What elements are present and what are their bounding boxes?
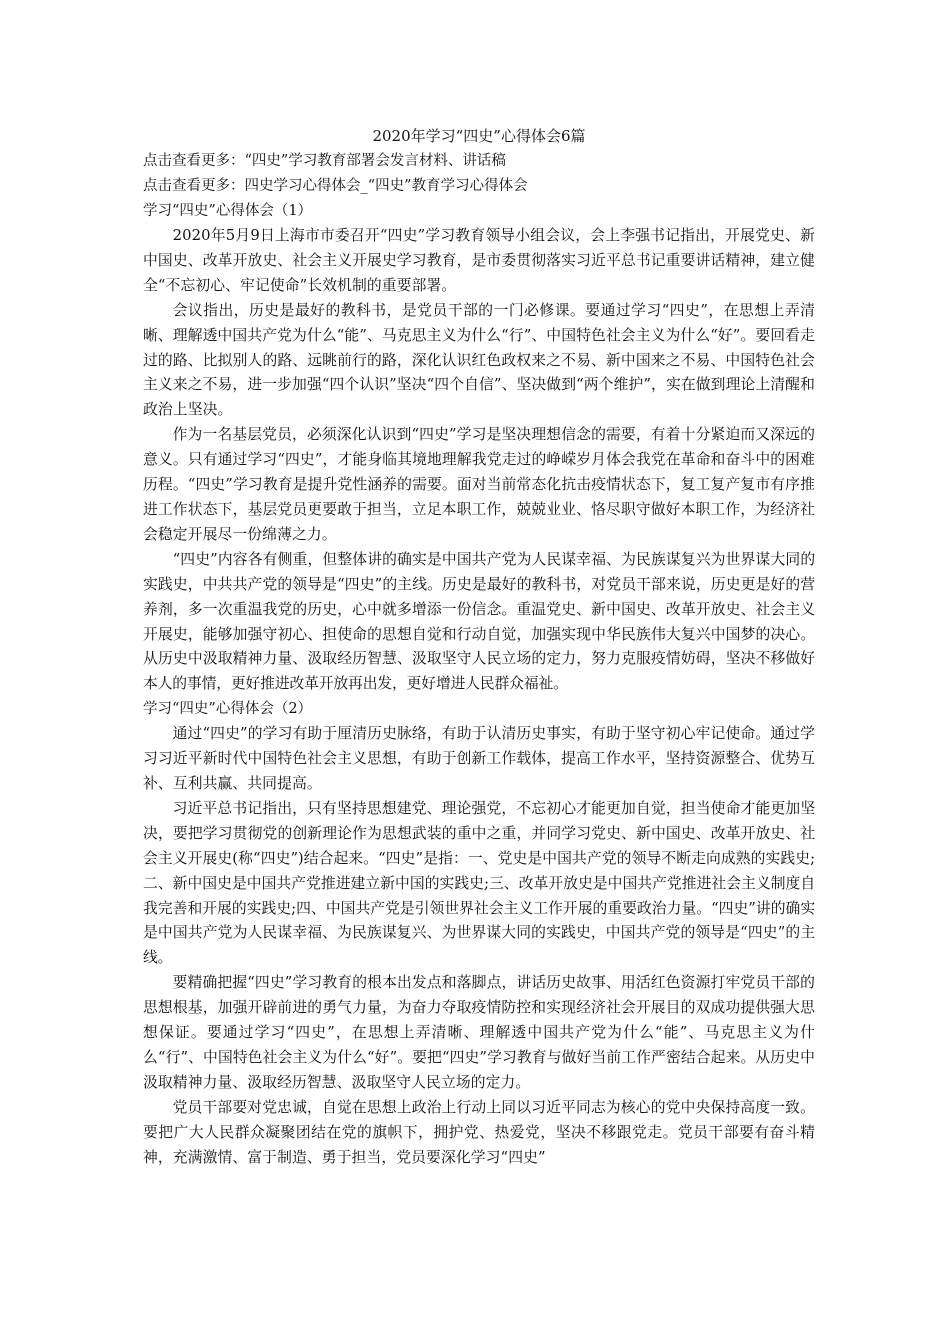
document-page — [143, 124, 815, 1171]
more-link-speech-materials[interactable] — [143, 149, 815, 174]
section-heading-1: 学习“四史”心得体会（1） — [143, 203, 313, 219]
more-link-study-experience-text[interactable]: 点击查看更多：四史学习心得体会_“四史”教育学习心得体会 — [143, 178, 528, 194]
section-1-paragraph-2: 会议指出，历史是最好的教科书，是党员干部的一门必修课。要通过学习“四史”，在思想上弄清晰、理解透中国共产党为什么“能”、马克思主义为什么“行”、中国特色社会主义为什么“好”。要回看走过的路、比拟别人的路、远眺前行的路，深化认识红色政权来之不易、新中国来之不易、中国特色社会主义来之不易，进一步加强“四个认识”坚决“四个自信”、坚决做到“两个维护”，实在做到理论上清醒和政治上坚决。 — [143, 301, 815, 419]
section-1-paragraph-1: 2020年5月9日上海市市委召开“四史”学习教育领导小组会议，会上李强书记指出，开展党史、新中国史、改革开放史、社会主义开展史学习教育，是市委贯彻落实习近平总书记重要讲话精神，建立健全“不忘初心、牢记使命”长效机制的重要部署。 — [143, 227, 815, 294]
section-1-paragraph-4: “四史”内容各有侧重，但整体讲的确实是中国共产党为人民谋幸福、为民族谋复兴为世界谋大同的实践史，中共共产党的领导是“四史”的主线。历史是最好的教科书，对党员干部来说，历史更是好的营养剂，多一次重温我党的历史，心中就多增添一份信念。重温党史、新中国史、改革开放史、社会主义开展史，能够加强守初心、担使命的思想自觉和行动自觉，加强实现中华民族伟大复兴中国梦的决心。从历史中汲取精神力量、汲取经历智慧、汲取坚守人民立场的定力，努力克服疫情妨碍，坚决不移做好本人的事情，更好推进改革开放再出发，更好增进人民群众福祉。 — [143, 550, 815, 693]
section-1-paragraph-3: 作为一名基层党员，必须深化认识到“四史”学习是坚决理想信念的需要，有着十分紧迫而又深远的意义。只有通过学习“四史”，才能身临其境地理解我党走过的峥嵘岁月体会我党在革命和奋斗中的困难历程。“四史”学习教育是提升党性涵养的需要。面对当前常态化抗击疫情状态下，复工复产复市有序推进工作状态下，基层党员更要敢于担当，立足本职工作，兢兢业业、恪尽职守做好本职工作，为经济社会稳定开展尽一份绵薄之力。 — [143, 426, 815, 543]
section-2-paragraph-2: 习近平总书记指出，只有坚持思想建党、理论强党，不忘初心才能更加自觉，担当使命才能更加坚决，要把学习贯彻党的创新理论作为思想武装的重中之重，并同学习党史、新中国史、改革开放史、社会主义开展史(称“四史”)结合起来。“四史”是指：一、党史是中国共产党的领导不断走向成熟的实践史;二、新中国史是中国共产党推进建立新中国的实践史;三、改革开放史是中国共产党推进社会主义制度自我完善和开展的实践史;四、中国共产党是引领世界社会主义工作开展的重要政治力量。“四史”讲的确实是中国共产党为人民谋幸福、为民族谋复兴、为世界谋大同的实践史，中国共产党的领导是“四史”的主线。 — [143, 799, 815, 967]
section-2-paragraph-3: 要精确把握“四史”学习教育的根本出发点和落脚点，讲话历史故事、用活红色资源打牢党员干部的思想根基，加强开辟前进的勇气力量，为奋力夺取疫情防控和实现经济社会开展目的双成功提供强大思想保证。要通过学习“四史”，在思想上弄清晰、理解透中国共产党为什么“能”、马克思主义为什么“行”、中国特色社会主义为什么“好”。要把“四史”学习教育与做好当前工作严密结合起来。从历史中汲取精神力量、汲取经历智慧、汲取坚守人民立场的定力。 — [143, 974, 815, 1091]
section-2-paragraph-4: 党员干部要对党忠诚，自觉在思想上政治上行动上同以习近平同志为核心的党中央保持高度一致。要把广大人民群众凝聚团结在党的旗帜下，拥护党、热爱党，坚决不移跟党走。党员干部要有奋斗精神，充满激情、富于制造、勇于担当，党员要深化学习“四史” — [143, 1098, 815, 1166]
document-title: 2020年学习“四史”心得体会6篇 — [372, 127, 586, 145]
more-link-study-experience[interactable] — [143, 174, 815, 199]
section-2-paragraph-1: 通过“四史”的学习有助于厘清历史脉络，有助于认清历史事实，有助于坚守初心牢记使命。通过学习习近平新时代中国特色社会主义思想，有助于创新工作载体，提高工作水平，坚持资源整合、优势互补、互利共赢、共同提高。 — [143, 725, 815, 793]
more-link-speech-materials-text[interactable]: 点击查看更多：“四史”学习教育部署会发言材料、讲话稿 — [143, 153, 506, 169]
section-heading-2: 学习“四史”心得体会（2） — [143, 701, 313, 718]
